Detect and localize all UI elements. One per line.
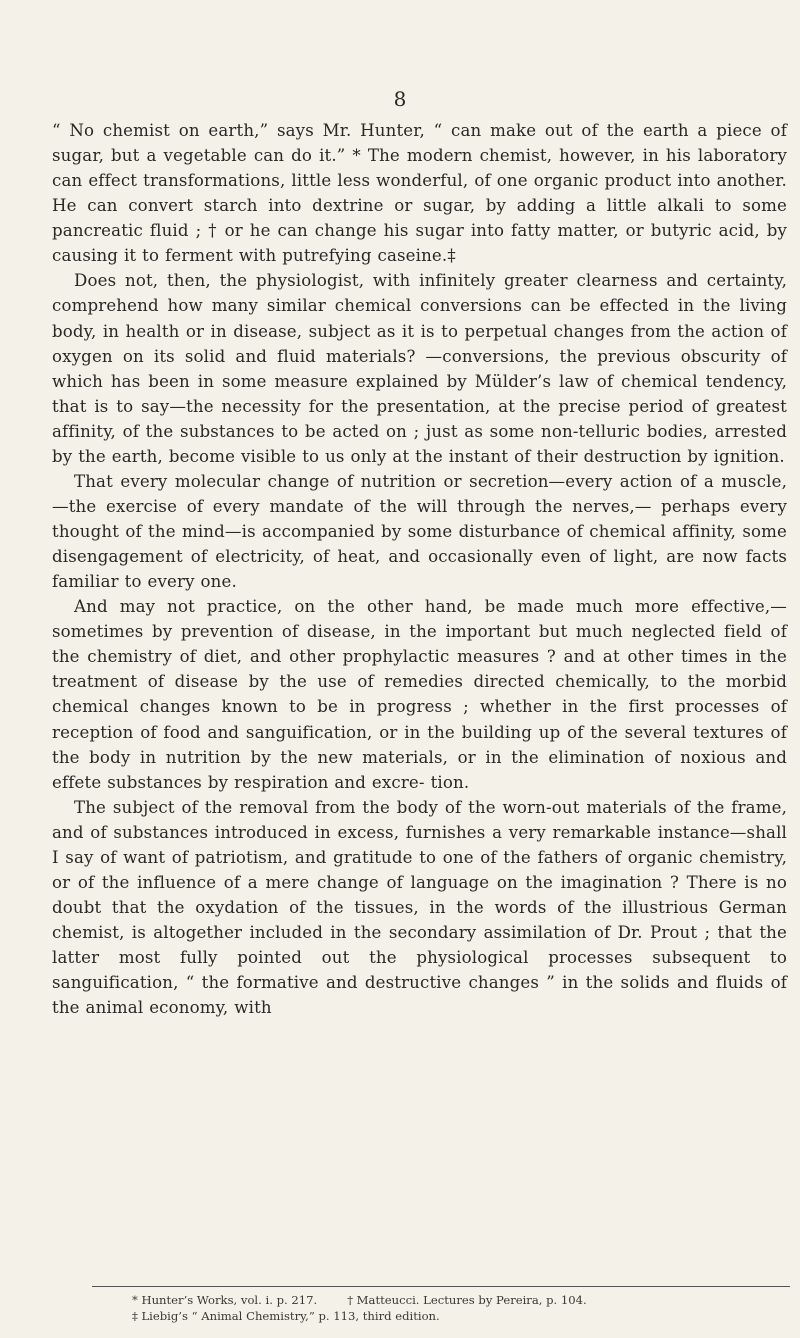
- footnote-line: [132, 1292, 792, 1308]
- footnotes: [132, 1292, 792, 1324]
- paragraph: The subject of the removal from the body of the worn-out materials of the frame, and of substances introduced in excess, furnishes a very remarkable instance—shall I say of want of patriotism, and gratitude to one of the fathers of organic chemistry, or of the influence of a mere change of language on the imagination ? There is no doubt that the oxydation of the tissues, in the words of the illustrious German chemist, is altogether included in the secondary assimilation of Dr. Prout ; that the latter most fully pointed out the physiological processes subsequent to sanguification, “ the formative and destructive changes ” in the solids and fluids of the animal economy, with: [52, 797, 787, 1018]
- paragraph: Does not, then, the physiologist, with infinitely greater clearness and certainty, comprehend how many similar chemical conversions can be effected in the living body, in health or in disease, subject as it is to perpetual changes from the action of oxygen on its solid and fluid materials? —conversions, the previous obscurity of which has been in some measure explained by Mülder’s law of chemical tendency, that is to say—the necessity for the presentation, at the precise period of greatest affinity, of the substances to be acted on ; just as some non-telluric bodies, arrested by the earth, become visible to us only at the instant of their destruction by ignition.: [52, 271, 787, 466]
- paragraph: “ No chemist on earth,” says Mr. Hunter, “ can make out of the earth a piece of sugar, but a vegetable can do it.” * The modern chemist, however, in his laboratory can effect transformations, little less wonderful, of one organic product into another. He can convert starch into dextrine or sugar, by adding a little alkali to some pancreatic fluid ; † or he can change his sugar into fatty matter, or butyric acid, by causing it to ferment with putrefying caseine.‡: [52, 121, 787, 266]
- paragraph: And may not practice, on the other hand, be made much more effective,— sometimes by prevention of disease, in the important but much neglected field of the chemistry of diet, and other prophylactic measures ? and at other times in the treatment of disease by the use of remedies directed chemically, to the morbid chemical changes known to be in progress ; whether in the first processes of reception of food and sanguification, or in the building up of the several textures of the body in nutrition by the new materials, or in the elimination of noxious and effete substances by respiration and excre- tion.: [52, 597, 787, 792]
- paragraph: That every molecular change of nutrition or secretion—every action of a muscle,—the exercise of every mandate of the will through the nerves,— perhaps every thought of the mind—is accompanied by some disturbance of chemical affinity, some disengagement of electricity, of heat, and occasionally even of light, are now facts familiar to every one.: [52, 471, 787, 592]
- footnote: ‡ Liebig’s “ Animal Chemistry,” p. 113, third edition.: [132, 1309, 440, 1323]
- footnote-divider: [92, 1286, 790, 1287]
- page-number: 8: [393, 87, 407, 111]
- body-text: [52, 118, 787, 1020]
- footnote-line: [132, 1308, 792, 1324]
- footnote: * Hunter’s Works, vol. i. p. 217.: [132, 1293, 318, 1307]
- footnote: † Matteucci. Lectures by Pereira, p. 104.: [347, 1293, 587, 1307]
